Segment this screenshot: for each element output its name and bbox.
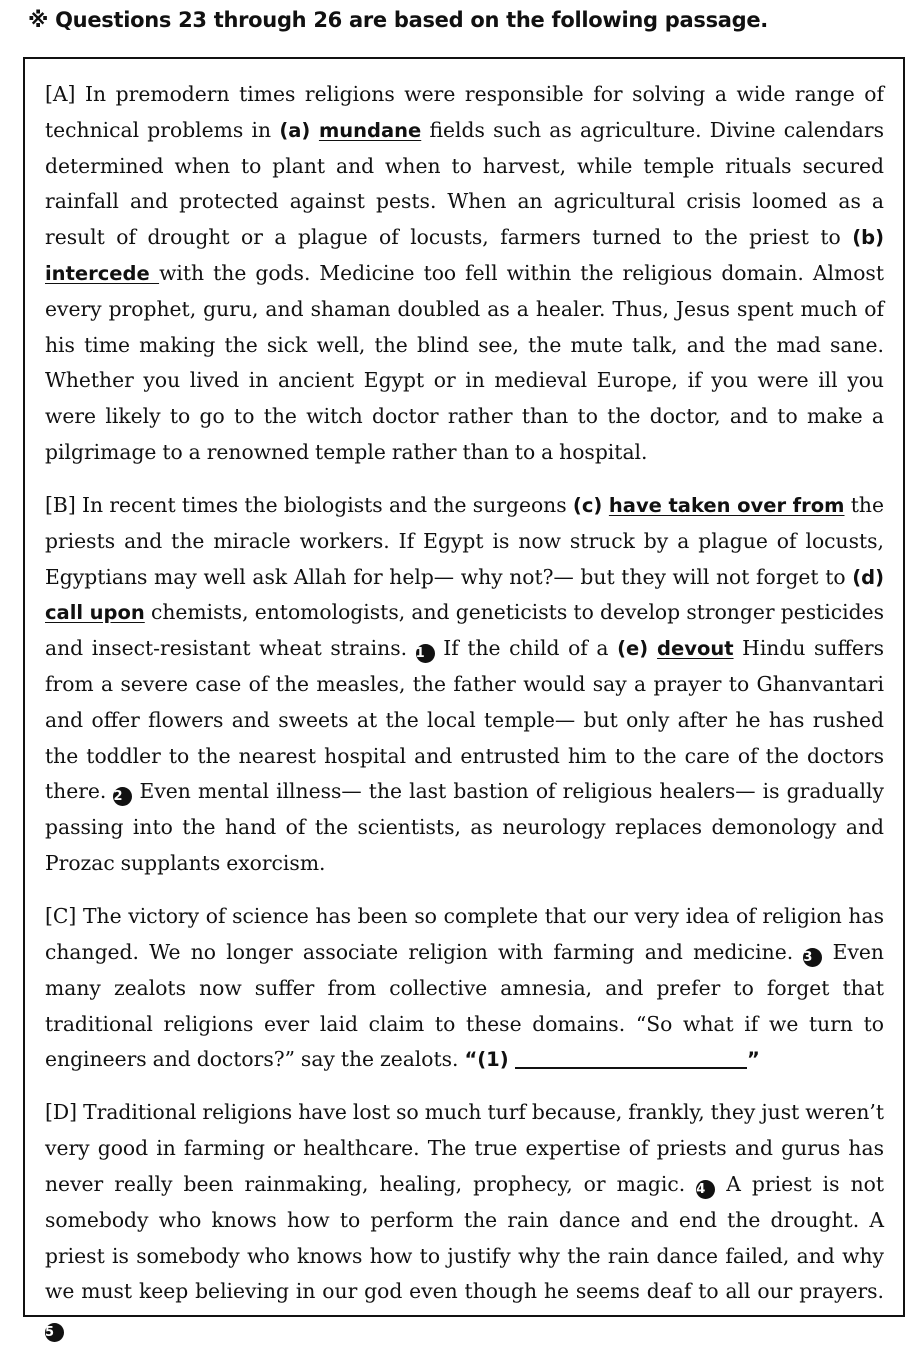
passage-box: [23, 57, 905, 1341]
phrase-have-taken-over-from: have taken over from: [608, 494, 845, 518]
blank-label-1: “(1): [464, 1048, 515, 1072]
phrase-call-upon: call upon: [45, 601, 145, 625]
answer-blank-1: [515, 1047, 747, 1069]
paragraph-d: [45, 1095, 884, 1346]
marker-3: 3: [803, 948, 822, 967]
paragraph-a-text-2: fields such as agriculture. Divine calendars determined when to plant and when to harvest, while temple rituals secured rainfall and protected against pests. When an agricultural crisis loomed as a result of drought or a plague of locusts, farmers turned to the priest to: [45, 117, 884, 250]
label-c: (c): [572, 494, 609, 518]
paragraph-a: [45, 77, 884, 471]
paragraph-d-text-2: A priest is not somebody who knows how to perform the rain dance and end the drought. A priest is somebody who knows how to justify why the rain dance failed, and why we must keep believing in our god even though he seems deaf to all our prayers.: [45, 1172, 884, 1304]
paragraph-a-text-1: [A] In premodern times religions were responsible for solving a wide range of technical problems in: [45, 82, 884, 142]
marker-5: 5: [45, 1323, 64, 1342]
paragraph-c-text-1: [C] The victory of science has been so complete that our very idea of religion has changed. We no longer associate religion with farming and medicine.: [45, 904, 884, 964]
label-d: (d): [852, 565, 884, 589]
paragraph-b-text-3: chemists, entomologists, and geneticists to develop stronger pesticides and insect-resistant wheat strains.: [45, 600, 885, 661]
label-b: (b): [852, 226, 884, 250]
label-e: (e): [617, 637, 658, 661]
word-devout: devout: [657, 637, 734, 661]
word-intercede: intercede: [45, 261, 160, 285]
paragraph-b-text-5: Hindu suffers from a severe case of the measles, the father would say a prayer to Ghanvantari and offer flowers and sweets at the local temple— but only after he has rushed the toddler to the nearest hospital and entrusted him to the care of the doctors there.: [45, 636, 884, 804]
paragraph-b-text-1: [B] In recent times the biologists and the surgeons: [45, 493, 573, 518]
word-mundane: mundane: [318, 118, 422, 142]
marker-1: 1: [416, 644, 435, 663]
marker-4: 4: [696, 1180, 715, 1199]
paragraph-b-text-2: the priests and the miracle workers. If Egypt is now struck by a plague of locusts, Egyptians may well ask Allah for help— why not?— but they will not forget to: [45, 493, 884, 589]
paragraph-a-text-3: with the gods. Medicine too fell within the religious domain. Almost every prophet, guru, and shaman doubled as a healer. Thus, Jesus spent much of his time making the sick well, the blind see, the mute talk, and the mad sane. Whether you lived in ancient Egypt or in medieval Europe, if you were ill you were likely to go to the witch doctor rather than to the doctor, and to make a pilgrimage to a renowned temple rather than to a hospital.: [45, 260, 884, 464]
paragraph-b-text-6: Even mental illness— the last bastion of religious healers— is gradually passing into the hand of the scientists, as neurology replaces demonology and Prozac supplants exorcism.: [45, 779, 884, 876]
blank-close-quote: ”: [746, 1048, 760, 1072]
paragraph-c-text-2: Even many zealots now suffer from collective amnesia, and prefer to forget that traditional religions ever laid claim to these domains. “So what if we turn to engineers and doctors?” say the zealots.: [45, 939, 884, 1072]
paragraph-b-text-4: If the child of a: [434, 636, 618, 661]
paragraph-c: [45, 899, 884, 1078]
paragraph-d-text-1: [D] Traditional religions have lost so much turf because, frankly, they just weren’t very good in farming or healthcare. The true expertise of priests and gurus has never really been rainmaking, healing, prophecy, or magic.: [45, 1100, 884, 1196]
marker-2: 2: [113, 787, 132, 806]
label-a: (a): [279, 118, 319, 142]
paragraph-b: [45, 488, 884, 882]
section-header: ※ Questions 23 through 26 are based on the following passage.: [28, 8, 768, 32]
